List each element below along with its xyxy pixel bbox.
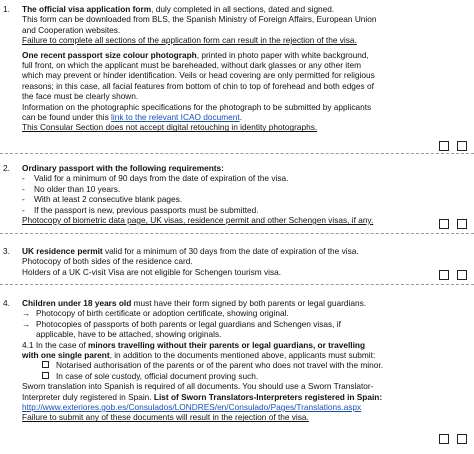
warning-line: Failure to submit any of these documents will result in the rejection of the visa.	[22, 412, 309, 423]
paragraph-line: Holders of a UK C-visit Visa are not eligible for Schengen tourism visa.	[22, 266, 282, 277]
checkbox-item-3-b[interactable]	[457, 270, 467, 280]
item-number: 1.	[3, 4, 10, 14]
list-item-text: If the passport is new, previous passports must be submitted.	[34, 204, 259, 215]
list-item-text: Photocopy of birth certificate or adoption certificate, showing original.	[36, 308, 289, 319]
bold-text: The official visa application form	[22, 4, 152, 14]
paragraph-line	[22, 340, 427, 350]
item-number: 3.	[3, 246, 10, 256]
list-item-text: applicable, have to be attached, showing originals.	[36, 329, 222, 340]
checkbox-item-2-b[interactable]	[457, 219, 467, 229]
paragraph-line	[22, 246, 427, 256]
item-number: 2.	[3, 163, 10, 173]
item-body	[22, 4, 427, 133]
text-span: , duly completed in all sections, dated and signed.	[151, 4, 335, 14]
checkbox-item-3-a[interactable]	[439, 270, 449, 280]
arrow-icon: →	[22, 318, 31, 329]
icao-document-link[interactable]: link to the relevant ICAO document	[111, 112, 240, 123]
arrow-icon: →	[22, 308, 31, 319]
paragraph-line	[22, 392, 427, 402]
divider	[0, 233, 474, 234]
checkbox-item-4-a[interactable]	[439, 434, 449, 444]
list-item-text: Notarised authorisation of the parents or of the parent who does not travel with the minor.	[56, 360, 383, 371]
list-item	[22, 173, 427, 183]
list-item-text: Photocopies of passports of both parents or legal guardians and Schengen visas, if	[36, 318, 341, 329]
warning-line: This Consular Section does not accept digital retouching in identity photographs.	[22, 122, 318, 133]
checkbox-item-1-b[interactable]	[457, 141, 467, 151]
photocopy-note: Photocopy of biometric data page, UK visas, residence permit and other Schengen visas, if any.	[22, 215, 374, 226]
bold-text: Children under 18 years old	[22, 298, 132, 308]
text-span: , in addition to the documents mentioned above, applicants must submit:	[109, 350, 376, 361]
paragraph-line	[22, 112, 427, 122]
paragraph-line	[22, 350, 427, 360]
translations-url-link[interactable]: http://www.exteriores.gob.es/Consulados/LONDRES/en/Consulado/Pages/Translations.aspx	[22, 402, 362, 413]
paragraph-line: Sworn translation into Spanish is required of all documents. You should use a Sworn Translator-	[22, 381, 374, 392]
arrow-list-item	[22, 319, 427, 340]
list-item	[22, 205, 427, 215]
paragraph-line	[22, 50, 427, 60]
sub-checklist-item	[22, 360, 427, 370]
warning-line: Failure to complete all sections of the application form can result in the rejection of the visa.	[22, 35, 357, 46]
arrow-list-item	[22, 308, 427, 318]
item-number: 4.	[3, 298, 10, 308]
sub-checklist-item	[22, 371, 427, 381]
text-span: , printed in photo paper with white background,	[196, 49, 369, 60]
text-span: must have their form signed by both parents or legal guardians.	[131, 298, 367, 308]
list-item-text: With at least 2 consecutive blank pages.	[34, 194, 183, 205]
list-item	[22, 194, 427, 204]
list-item-text: Valid for a minimum of 90 days from the date of expiration of the visa.	[34, 173, 289, 184]
paragraph-line: which may prevent or hinder identification. Veils or head covering are only permitted for religious	[22, 70, 375, 81]
bullet-marker: -	[22, 204, 25, 215]
list-item	[22, 184, 427, 194]
bullet-marker: -	[22, 183, 25, 194]
text-span: valid for a minimum of 30 days from the date of expiration of the visa.	[102, 246, 359, 256]
sub-checkbox[interactable]	[42, 372, 49, 379]
bold-text: UK residence permit	[22, 246, 103, 256]
paragraph-line: the face must be clearly shown.	[22, 91, 139, 102]
text-span: can be found under this	[22, 112, 112, 123]
paragraph-line	[22, 298, 427, 308]
checkbox-item-2-a[interactable]	[439, 219, 449, 229]
bold-text: One recent passport size colour photograph	[22, 49, 197, 60]
bullet-marker: -	[22, 194, 25, 205]
paragraph-line	[22, 4, 427, 14]
list-item-text: No older than 10 years.	[34, 183, 121, 194]
sub-checkbox[interactable]	[42, 361, 49, 368]
bold-text: List of Sworn Translators-Interpreters registered in Spain:	[153, 391, 383, 402]
paragraph-line: Information on the photographic specifications for the photograph to be submitted by applicants	[22, 101, 372, 112]
checkbox-item-1-a[interactable]	[439, 141, 449, 151]
paragraph-line: and Cooperation websites.	[22, 24, 121, 35]
item-body	[22, 298, 427, 423]
item-body	[22, 246, 427, 277]
item-body	[22, 163, 427, 225]
divider	[0, 153, 474, 154]
text-span: 4.1 In the case of	[22, 339, 88, 350]
bold-text: minors travelling without their parents or legal guardians, or travelling	[87, 339, 366, 350]
bold-text: Ordinary passport with the following requirements:	[22, 163, 224, 173]
paragraph-line: Photocopy of both sides of the residence card.	[22, 256, 193, 267]
paragraph-line: This form can be downloaded from BLS, the Spanish Ministry of Foreign Affairs, European Union	[22, 14, 377, 25]
paragraph-line: full front, on which the applicant must be bareheaded, without dark glasses or any other item	[22, 60, 361, 71]
list-item-text: In case of sole custody, official document proving such.	[56, 370, 259, 381]
bold-text: with one single parent	[22, 350, 110, 361]
text-span: .	[239, 112, 243, 123]
checkbox-item-4-b[interactable]	[457, 434, 467, 444]
paragraph-line: reasons; in this case, all facial features from bottom of chin to top of forehead and both edges of	[22, 80, 374, 91]
item-title	[22, 163, 427, 173]
text-span: Interpreter duly registered in Spain.	[22, 391, 154, 402]
divider	[0, 284, 474, 285]
bullet-marker: -	[22, 173, 25, 184]
